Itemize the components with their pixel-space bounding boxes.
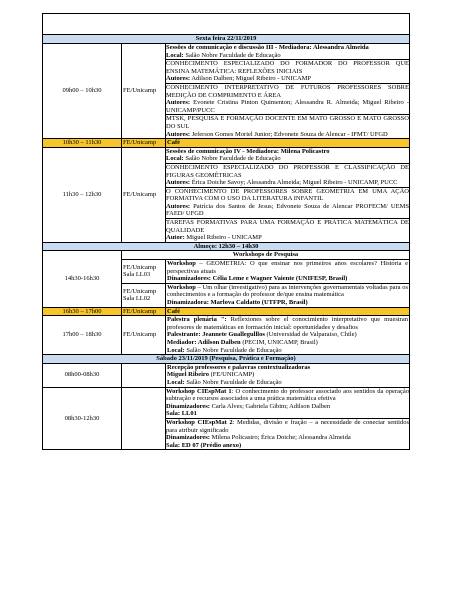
time-cell: 17h00 – 18h30 bbox=[43, 316, 122, 355]
coffee-row bbox=[43, 139, 410, 148]
authors: Adilson Dalben; Miguel Ribeiro - UNICAMP bbox=[190, 75, 312, 83]
dinamizadores: Carla Alves; Gabriela Gibim; Adilson Dalben bbox=[209, 402, 331, 410]
day2-header-row bbox=[43, 355, 410, 364]
local-label: Local: bbox=[167, 346, 185, 354]
workshop-header: Workshops de Pesquisa bbox=[122, 251, 410, 260]
paper-item bbox=[165, 187, 410, 218]
authors: Evonete Cristina Pinton Quimenton; Alessandra R. Almeida; Miguel Ribeiro - UNICAMP/PUCC bbox=[166, 99, 409, 114]
reception-host-affil: (FE/UNICAMP) bbox=[208, 371, 255, 379]
workshop-label: Workshop CIEspMat 2 bbox=[166, 418, 233, 426]
lunch-row bbox=[43, 242, 410, 251]
workshop-cell bbox=[166, 387, 410, 450]
coffee-row bbox=[43, 307, 410, 316]
reception-host: Miguel Ribeiro bbox=[167, 371, 209, 379]
schedule-table bbox=[42, 13, 410, 450]
place-cell bbox=[122, 387, 166, 450]
time-cell: 16h30 – 17h00 bbox=[43, 307, 122, 316]
place-cell: FE/Unicamp bbox=[122, 139, 166, 148]
authors-label: Autores: bbox=[166, 99, 191, 107]
room-label: Sala: ED 07 (Prédio anexo) bbox=[166, 441, 242, 449]
workshop-text: : O conhecimento do professor associado aos sentidos da operação subtração e recursos associados a uma prática matemática efetiva bbox=[166, 387, 409, 403]
day1-header: Sexta feira 22/11/2019 bbox=[43, 35, 410, 44]
time-cell: 11h30 – 12h30 bbox=[43, 147, 122, 242]
session-row bbox=[43, 147, 410, 242]
speaker-label: Palestrante: Jeannete Guallegulllos bbox=[167, 331, 265, 339]
top-blank-row bbox=[43, 14, 410, 35]
time-cell: 08h00-08h30 bbox=[43, 363, 122, 387]
authors-label: Autores: bbox=[166, 202, 191, 210]
workshop-label: Workshop bbox=[167, 260, 196, 268]
coffee-label: Café bbox=[166, 307, 410, 316]
paper-title: CONHECIMENTO ESPECIALIZADO DO FORMADOR DO PROFESSOR QUE ENSINA MATEMÁTICA: REFLEXÕES INICIAIS bbox=[166, 60, 409, 75]
time-cell: 09h00 – 10h30 bbox=[43, 44, 122, 139]
dinamizadores-label: Dinamizadores: bbox=[167, 275, 211, 283]
session-cell bbox=[166, 44, 410, 139]
room-label: Sala: LL01 bbox=[166, 410, 197, 418]
room-cell: FE/Unicamp Sala LL03 bbox=[122, 260, 166, 284]
workshop-label: Workshop bbox=[167, 283, 196, 291]
dinamizadores-label: Dinamizadora: bbox=[167, 299, 209, 306]
dinamizadores-label: Dinamizadores: bbox=[166, 402, 210, 410]
session-row bbox=[43, 44, 410, 139]
authors-label: Autor: bbox=[166, 234, 185, 242]
authors: Jeferson Gomes Moriel Junior; Edvonete Souza de Alencar - IFMT/ UFGD bbox=[190, 130, 388, 138]
authors-label: Autores: bbox=[166, 179, 191, 187]
authors-label: Autores: bbox=[166, 130, 191, 138]
workshop-item bbox=[165, 388, 410, 418]
workshop-label: Workshop CIEspMat 1 bbox=[166, 387, 232, 395]
local-value: Salão Nobre Faculdade de Educação bbox=[184, 346, 282, 354]
paper-item bbox=[165, 218, 410, 242]
mediator-affil: (PECIM, UNICAMP, Brasil) bbox=[240, 338, 318, 346]
paper-title: CONHECIMENTO INTERPRETATIVO DE FUTUROS PROFESSORES SOBRE MEDIÇÃO DE COMPRIMENTO E ÁREA bbox=[166, 83, 409, 99]
local-label: Local: bbox=[167, 378, 185, 386]
day1-header-row bbox=[43, 35, 410, 44]
session-title: Sessões de comunicação IV - Mediadora: Milena Policastro bbox=[166, 147, 330, 155]
plenary-title: Reflexiones sobre el conocimiento interpretativo que muestran profesores de matemáticas en formación inicial: oportunidades y desafios bbox=[167, 316, 408, 331]
authors: Miguel Ribeiro - UNICAMP bbox=[184, 234, 262, 242]
place-cell: FE/Unicamp bbox=[122, 307, 166, 316]
place-cell: FE/Unicamp bbox=[122, 44, 166, 139]
time-cell: 10h30 – 11h30 bbox=[43, 139, 122, 148]
local-label: Local: bbox=[166, 51, 184, 59]
dinamizadores-label: Dinamizadores: bbox=[166, 434, 210, 442]
time-cell: 08h30-12h30 bbox=[43, 387, 122, 450]
local-label: Local: bbox=[166, 155, 184, 163]
workshop-header-row bbox=[43, 251, 410, 260]
authors: Érica Doiche Savoy; Alessandra Almeida; Miguel Ribeiro - UNICAMP, PUCC bbox=[190, 179, 398, 187]
time-cell: 14h30-16h30 bbox=[43, 251, 122, 307]
mediator-label: Mediador: Adilson Dalben bbox=[167, 338, 241, 346]
top-blank-cell bbox=[43, 14, 410, 35]
place-cell bbox=[122, 363, 166, 387]
paper-title: O CONHECIMENTO DE PROFESSORES SOBRE GEOMETRIA EM UMA AÇÃO FORMATIVA COM O USO DA LITERATURA INFANTIL bbox=[166, 187, 409, 203]
reception-row bbox=[43, 363, 410, 387]
paper-item bbox=[165, 83, 410, 114]
paper-item bbox=[165, 59, 410, 83]
local-value: Salão Nobre Faculdade de Educação bbox=[183, 51, 281, 59]
lunch-header: Almoço: 12h30 – 14h30 bbox=[43, 242, 410, 251]
workshop-cell bbox=[166, 260, 410, 284]
place-cell: FE/Unicamp bbox=[122, 147, 166, 242]
room-cell: FE/Unicamp Sala LL02 bbox=[122, 283, 166, 307]
reception-title: Recepção professores e palavras contextualizadoras bbox=[167, 363, 311, 371]
paper-item bbox=[165, 114, 410, 138]
session-title: Sessões de comunicação e discussão III - Mediadora: Alessandra Almeida bbox=[166, 44, 369, 51]
session-cell bbox=[166, 147, 410, 242]
paper-item bbox=[165, 163, 410, 187]
local-value: Salão Nobre Faculdade de Educação bbox=[183, 155, 281, 163]
dinamizadores: Marlova Caldatto (UTFPR, Brasil) bbox=[208, 299, 308, 306]
authors-label: Autores: bbox=[166, 75, 191, 83]
workshop-row bbox=[43, 387, 410, 450]
plenary-label: Palestra plenária ": bbox=[167, 316, 227, 324]
workshop-text: – Um olhar (investigativo) para as intervenções governamentais voltadas para os conhecimentos e a formação do professor de/que ensina matemática bbox=[167, 283, 408, 299]
authors: Patrícia dos Santos de Jesus; Edvonete Souza de Alencar PROFECM/ UEMS FAED/ UFGD bbox=[166, 202, 409, 218]
reception-cell bbox=[166, 363, 410, 387]
speaker-affil: (Universidad de Valparaiso, Chile) bbox=[264, 331, 357, 339]
paper-title: CONHECIMENTO ESPECIALIZADO DO PROFESSOR E CLASSIFICAÇÃO DE FIGURAS GEOMÉTRICAS bbox=[166, 163, 409, 179]
workshop-item bbox=[165, 418, 410, 449]
dinamizadores: Célia Leme e Wagner Vaiente (UNIFESP, Brasil) bbox=[210, 275, 348, 283]
paper-title: TAREFAS FORMATIVAS PARA UMA FORMAÇÃO E PRÁTICA MATEMÁTICA DE QUALIDADE bbox=[166, 219, 409, 234]
local-value: Salão Nobre Faculdade de Educação bbox=[184, 378, 282, 386]
workshop-cell bbox=[166, 283, 410, 307]
workshop-text: : Medidas, divisão e fração – a necessidade de conectar sentidos para atribuir significado bbox=[166, 418, 410, 434]
day2-header: Sábado 23/11/2019 (Pesquisa, Prática e Formação) bbox=[43, 355, 410, 364]
dinamizadores: Milena Policastro; Érica Doiche; Alessandra Almeida bbox=[209, 434, 351, 442]
place-cell: FE/Unicamp bbox=[122, 316, 166, 355]
plenary-cell bbox=[166, 316, 410, 355]
paper-title: MTSK, PESQUISA E FORMAÇÃO DOCENTE EM MATO GROSSO E MATO GROSSO DO SUL bbox=[166, 115, 409, 130]
coffee-label: Café bbox=[166, 139, 410, 148]
plenary-row bbox=[43, 316, 410, 355]
workshop-text: – GEOMETRIA: O que ensinar nos primeiros anos escolares? História e perspectivas atuais bbox=[167, 260, 408, 275]
